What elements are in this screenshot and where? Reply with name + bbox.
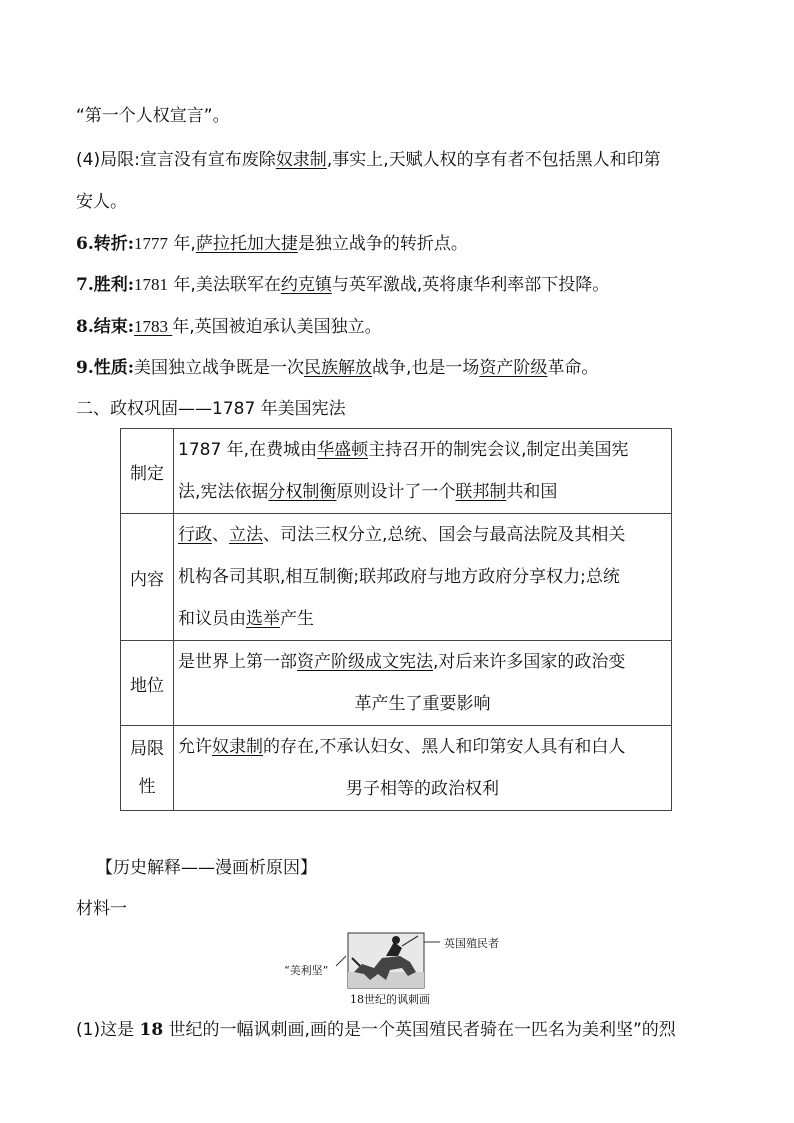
question-text: (1)这是 18 世纪的一幅讽刺画,画的是一个英国殖民者骑在一匹名为美利坚”的烈 bbox=[76, 1020, 676, 1040]
cartoon-figure bbox=[284, 928, 500, 1008]
row-key: 内容 bbox=[121, 514, 174, 641]
row-key: 局限 性 bbox=[121, 726, 174, 811]
row-value: 允许奴隶制的存在,不承认妇女、黑人和印第安人具有和白人 男子相等的政治权利 bbox=[174, 726, 672, 811]
row-value: 是世界上第一部资产阶级成文宪法,对后来许多国家的政治变 革产生了重要影响 bbox=[174, 641, 672, 726]
item-6: 6.转折:1777 年,萨拉托加大捷是独立战争的转折点。 bbox=[76, 234, 468, 254]
material-label: 材料一 bbox=[76, 899, 127, 919]
section-heading: 二、政权巩固——1787 年美国宪法 bbox=[76, 399, 346, 419]
table-row bbox=[121, 429, 672, 514]
row-key: 地位 bbox=[121, 641, 174, 726]
table-row bbox=[121, 514, 672, 641]
item-7: 7.胜利:1781 年,美法联军在约克镇与英军激战,英将康华利率部下投降。 bbox=[76, 275, 610, 295]
figure-label-right: 英国殖民者 bbox=[444, 937, 499, 950]
table-row bbox=[121, 641, 672, 726]
limitation-line-cont: 安人。 bbox=[76, 192, 127, 212]
figure-label-left: “美利坚” bbox=[284, 964, 329, 977]
row-value: 1787 年,在费城由华盛顿主持召开的制宪会议,制定出美国宪 法,宪法依据分权制衡原则设计了一个联邦制共和国 bbox=[174, 429, 672, 514]
table-row bbox=[121, 726, 672, 811]
row-value: 行政、立法、司法三权分立,总统、国会与最高法院及其相关 机构各司其职,相互制衡;联邦政府与地方政府分享权力;总统 和议员由选举产生 bbox=[174, 514, 672, 641]
constitution-table bbox=[120, 428, 672, 811]
item-9: 9.性质:美国独立战争既是一次民族解放战争,也是一场资产阶级革命。 bbox=[76, 358, 599, 378]
box-title: 【历史解释——漫画析原因】 bbox=[96, 858, 317, 878]
limitation-line: (4)局限:宣言没有宣布废除奴隶制,事实上,天赋人权的享有者不包括黑人和印第 bbox=[76, 150, 661, 170]
figure-caption: 18世纪的讽刺画 bbox=[350, 993, 430, 1006]
row-key: 制定 bbox=[121, 429, 174, 514]
item-8: 8.结束:1783 年,英国被迫承认美国独立。 bbox=[76, 317, 382, 337]
paragraph-text: “第一个人权宣言”。 bbox=[76, 106, 230, 126]
